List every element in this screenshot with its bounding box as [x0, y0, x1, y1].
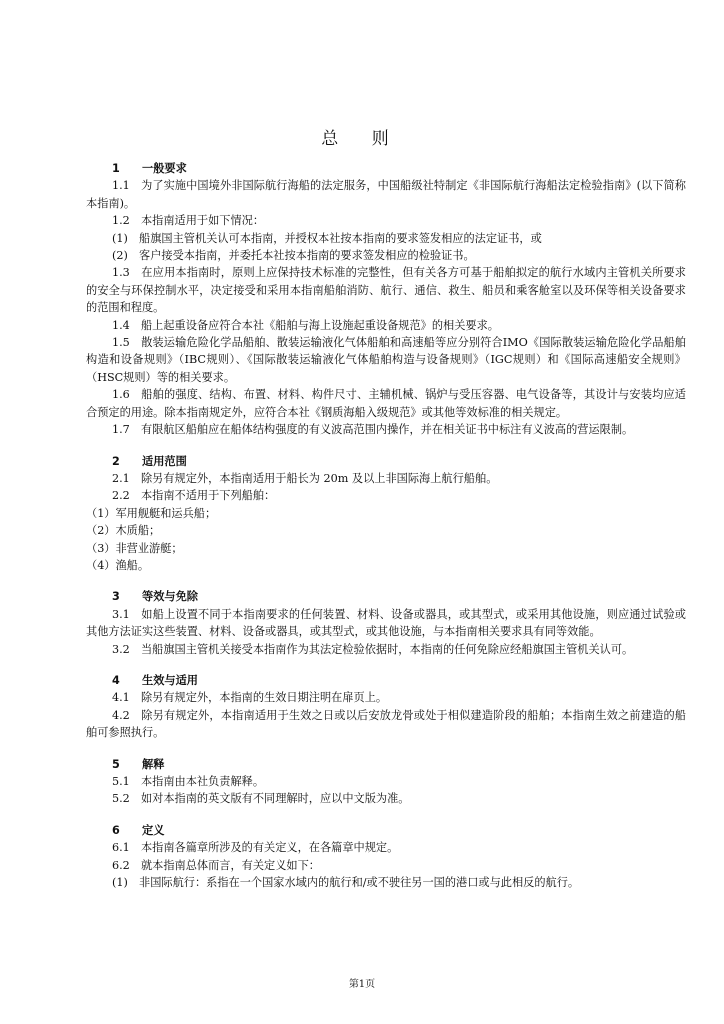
paragraph: 1.3 在应用本指南时，原则上应保持技术标准的完整性，但有关各方可基于船舶拟定的航行水域内主管机关所要求的安全与环保控制水平，决定接受和采用本指南船舶消防、航行、通信、救生、船员和乘客舱室以及环保等相关设备要求的范围和程度。: [86, 266, 686, 315]
document-body: [86, 160, 686, 891]
section-heading: [86, 672, 686, 689]
list-item: (1) 船旗国主管机关认可本指南，并授权本社按本指南的要求签发相应的法定证书，或: [112, 231, 542, 245]
paragraph: 3.1 如船上设置不同于本指南要求的任何装置、材料、设备或器具，或其型式，或采用其他设施，则应通过试验或其他方法证实这些装置、材料、设备或器具，或其型式，或其他设施，与本指南相关要求具有同等效能。: [86, 607, 686, 639]
section-number: 1: [112, 162, 120, 175]
section-title: 解释: [142, 757, 165, 771]
paragraph: 6.2 就本指南总体而言，有关定义如下：: [112, 858, 320, 872]
section-heading: [86, 588, 686, 605]
section-5: [86, 756, 686, 808]
paragraph: 1.6 船舶的强度、结构、布置、材料、构件尺寸、主辅机械、锅炉与受压容器、电气设备等，其设计与安装均应适合预定的用途。除本指南规定外，应符合本社《钢质海船入级规范》或其他等效标准的相关规定。: [86, 388, 686, 419]
paragraph: 1.4 船上起重设备应符合本社《船舶与海上设施起重设备规范》的相关要求。: [112, 318, 499, 332]
section-heading: [86, 160, 686, 177]
section-4: [86, 672, 686, 742]
section-heading: [86, 453, 686, 470]
section-title: 生效与适用: [142, 673, 198, 687]
paragraph: 5.2 如对本指南的英文版有不同理解时，应以中文版为准。: [112, 792, 410, 806]
paragraph: 3.2 当船旗国主管机关接受本指南作为其法定检验依据时，本指南的任何免除应经船旗国主管机关认可。: [112, 642, 634, 656]
section-title: 适用范围: [142, 454, 187, 468]
paragraph: 4.2 除另有规定外，本指南适用于生效之日或以后安放龙骨或处于相似建造阶段的船舶；本指南生效之前建造的船舶可参照执行。: [86, 708, 686, 740]
section-2: [86, 453, 686, 575]
page-number: 第1页: [348, 979, 376, 990]
list-item: （2）木质船；: [86, 524, 161, 538]
section-title: 等效与免除: [142, 590, 198, 604]
list-item: (2) 客户接受本指南，并委托本社按本指南的要求签发相应的检验证书。: [112, 249, 475, 263]
section-number: 5: [112, 757, 120, 771]
section-3: [86, 588, 686, 658]
list-item: （1）军用舰艇和运兵船；: [86, 506, 217, 520]
paragraph: 2.1 除另有规定外，本指南适用于船长为 20m 及以上非国际海上航行船舶。: [112, 471, 498, 485]
paragraph: 4.1 除另有规定外，本指南的生效日期注明在扉页上。: [112, 691, 388, 705]
list-item: (1) 非国际航行：系指在一个国家水域内的航行和/或不驶往另一国的港口或与此相反的航行。: [112, 876, 580, 890]
section-6: [86, 822, 686, 892]
paragraph: 1.5 散装运输危险化学品船舶、散装运输液化气体船舶和高速船等应分别符合IMO《国际散装运输危险化学品船舶构造和设备规则》（IBC规则）、《国际散装运输液化气体船舶构造与设备规则》（IGC规则）和《国际高速船安全规则》（HSC规则）等的相关要求。: [86, 336, 686, 384]
list-item: （4）渔船。: [86, 558, 150, 572]
section-number: 4: [112, 673, 120, 687]
paragraph: 1.7 有限航区船舶应在船体结构强度的有义波高范围内操作，并在相关证书中标注有义波高的营运限制。: [112, 423, 634, 437]
section-number: 6: [112, 823, 120, 837]
paragraph: 2.2 本指南不适用于下列船舶：: [112, 489, 276, 503]
section-heading: [86, 756, 686, 773]
list-item: （3）非营业游艇；: [86, 541, 183, 555]
section-number: 2: [112, 454, 120, 468]
page-title: 总 则: [321, 129, 403, 149]
section-number: 3: [112, 590, 120, 604]
section-1: [86, 160, 686, 439]
paragraph: 1.1 为了实施中国境外非国际航行海船的法定服务，中国船级社特制定《非国际航行海船法定检验指南》(以下简称本指南)。: [86, 179, 686, 210]
section-heading: [86, 822, 686, 839]
paragraph: 1.2 本指南适用于如下情况：: [112, 214, 265, 228]
paragraph: 5.1 本指南由本社负责解释。: [112, 775, 265, 788]
section-title: 一般要求: [142, 162, 187, 175]
paragraph: 6.1 本指南各篇章所涉及的有关定义，在各篇章中规定。: [112, 841, 399, 855]
section-title: 定义: [142, 823, 165, 837]
